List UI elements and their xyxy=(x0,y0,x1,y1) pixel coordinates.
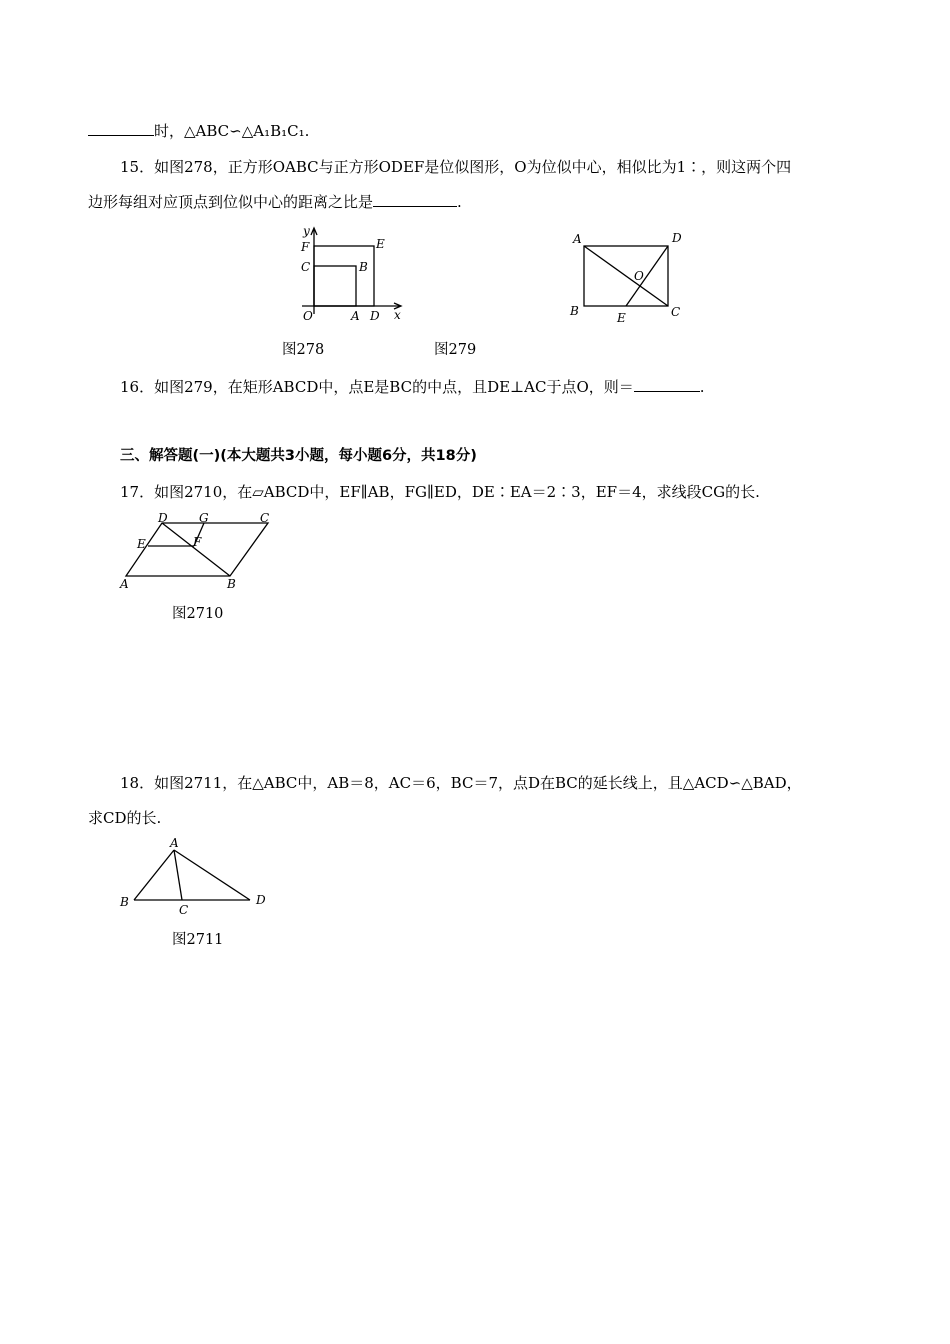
figure-2711-caption: 图2711 xyxy=(172,932,224,948)
label-O: O xyxy=(634,269,644,283)
square-odef xyxy=(314,246,374,306)
label-A: A xyxy=(573,232,582,246)
label-O: O xyxy=(303,309,313,323)
label-G: G xyxy=(199,511,209,525)
q15-line2 xyxy=(88,192,462,212)
segment-db xyxy=(162,523,230,576)
segment-de xyxy=(626,246,668,306)
label-C: C xyxy=(301,260,311,274)
label-E: E xyxy=(137,537,146,551)
figure-278 xyxy=(290,222,415,326)
label-D: D xyxy=(158,511,168,525)
figure-279 xyxy=(566,228,691,324)
label-C: C xyxy=(671,305,681,319)
label-E: E xyxy=(376,237,385,251)
label-B: B xyxy=(359,260,368,274)
label-E: E xyxy=(617,311,626,324)
label-F: F xyxy=(301,240,310,254)
q15-line2-text: 边形每组对应顶点到位似中心的距离之比是 xyxy=(88,193,374,211)
q15-line2-end: . xyxy=(457,193,462,211)
q16-line xyxy=(120,377,705,397)
label-C: C xyxy=(260,511,270,525)
answer-blank xyxy=(373,192,457,207)
diagonal-ac xyxy=(584,246,668,306)
label-C: C xyxy=(179,903,189,917)
label-B: B xyxy=(227,577,236,591)
figure-279-caption: 图279 xyxy=(434,342,477,358)
figure-2710-caption: 图2710 xyxy=(172,606,224,622)
figure-2711 xyxy=(116,836,276,920)
answer-blank xyxy=(88,121,154,136)
figure-2710 xyxy=(116,510,276,594)
q17-text: 17．如图2710，在▱ABCD中，EF∥AB，FG∥ED，DE∶EA＝2∶3，EF＝4，求线段CG的长. xyxy=(120,483,760,501)
label-A: A xyxy=(120,577,129,591)
segment-ad xyxy=(174,850,250,900)
q18-line1: 18．如图2711，在△ABC中，AB＝8，AC＝6，BC＝7，点D在BC的延长线上，且△ACD∽△BAD， xyxy=(120,774,802,792)
label-A: A xyxy=(170,836,179,850)
square-oabc xyxy=(314,266,356,306)
label-A: A xyxy=(351,309,360,323)
label-y: y xyxy=(303,224,310,238)
label-x: x xyxy=(394,308,401,322)
q14-continuation xyxy=(88,121,309,141)
label-F: F xyxy=(193,535,202,549)
label-D: D xyxy=(370,309,380,323)
segment-ab xyxy=(134,850,174,900)
q15-line1: 15．如图278，正方形OABC与正方形ODEF是位似图形，O为位似中心，相似比为1∶，则这两个四 xyxy=(120,158,792,176)
section-heading: 三、解答题(一)(本大题共3小题，每小题6分，共18分) xyxy=(120,448,477,464)
label-B: B xyxy=(570,304,579,318)
answer-blank xyxy=(634,377,700,392)
label-D: D xyxy=(672,231,682,245)
q14-suffix: 时，△ABC∽△A₁B₁C₁. xyxy=(154,122,310,140)
q16-text: 16．如图279，在矩形ABCD中，点E是BC的中点，且DE⊥AC于点O，则＝ xyxy=(120,378,634,396)
label-B: B xyxy=(120,895,129,909)
figure-278-caption: 图278 xyxy=(282,342,325,358)
label-D: D xyxy=(256,893,266,907)
q18-line2: 求CD的长. xyxy=(88,809,162,827)
q16-end: . xyxy=(699,378,705,396)
segment-ac xyxy=(174,850,182,900)
